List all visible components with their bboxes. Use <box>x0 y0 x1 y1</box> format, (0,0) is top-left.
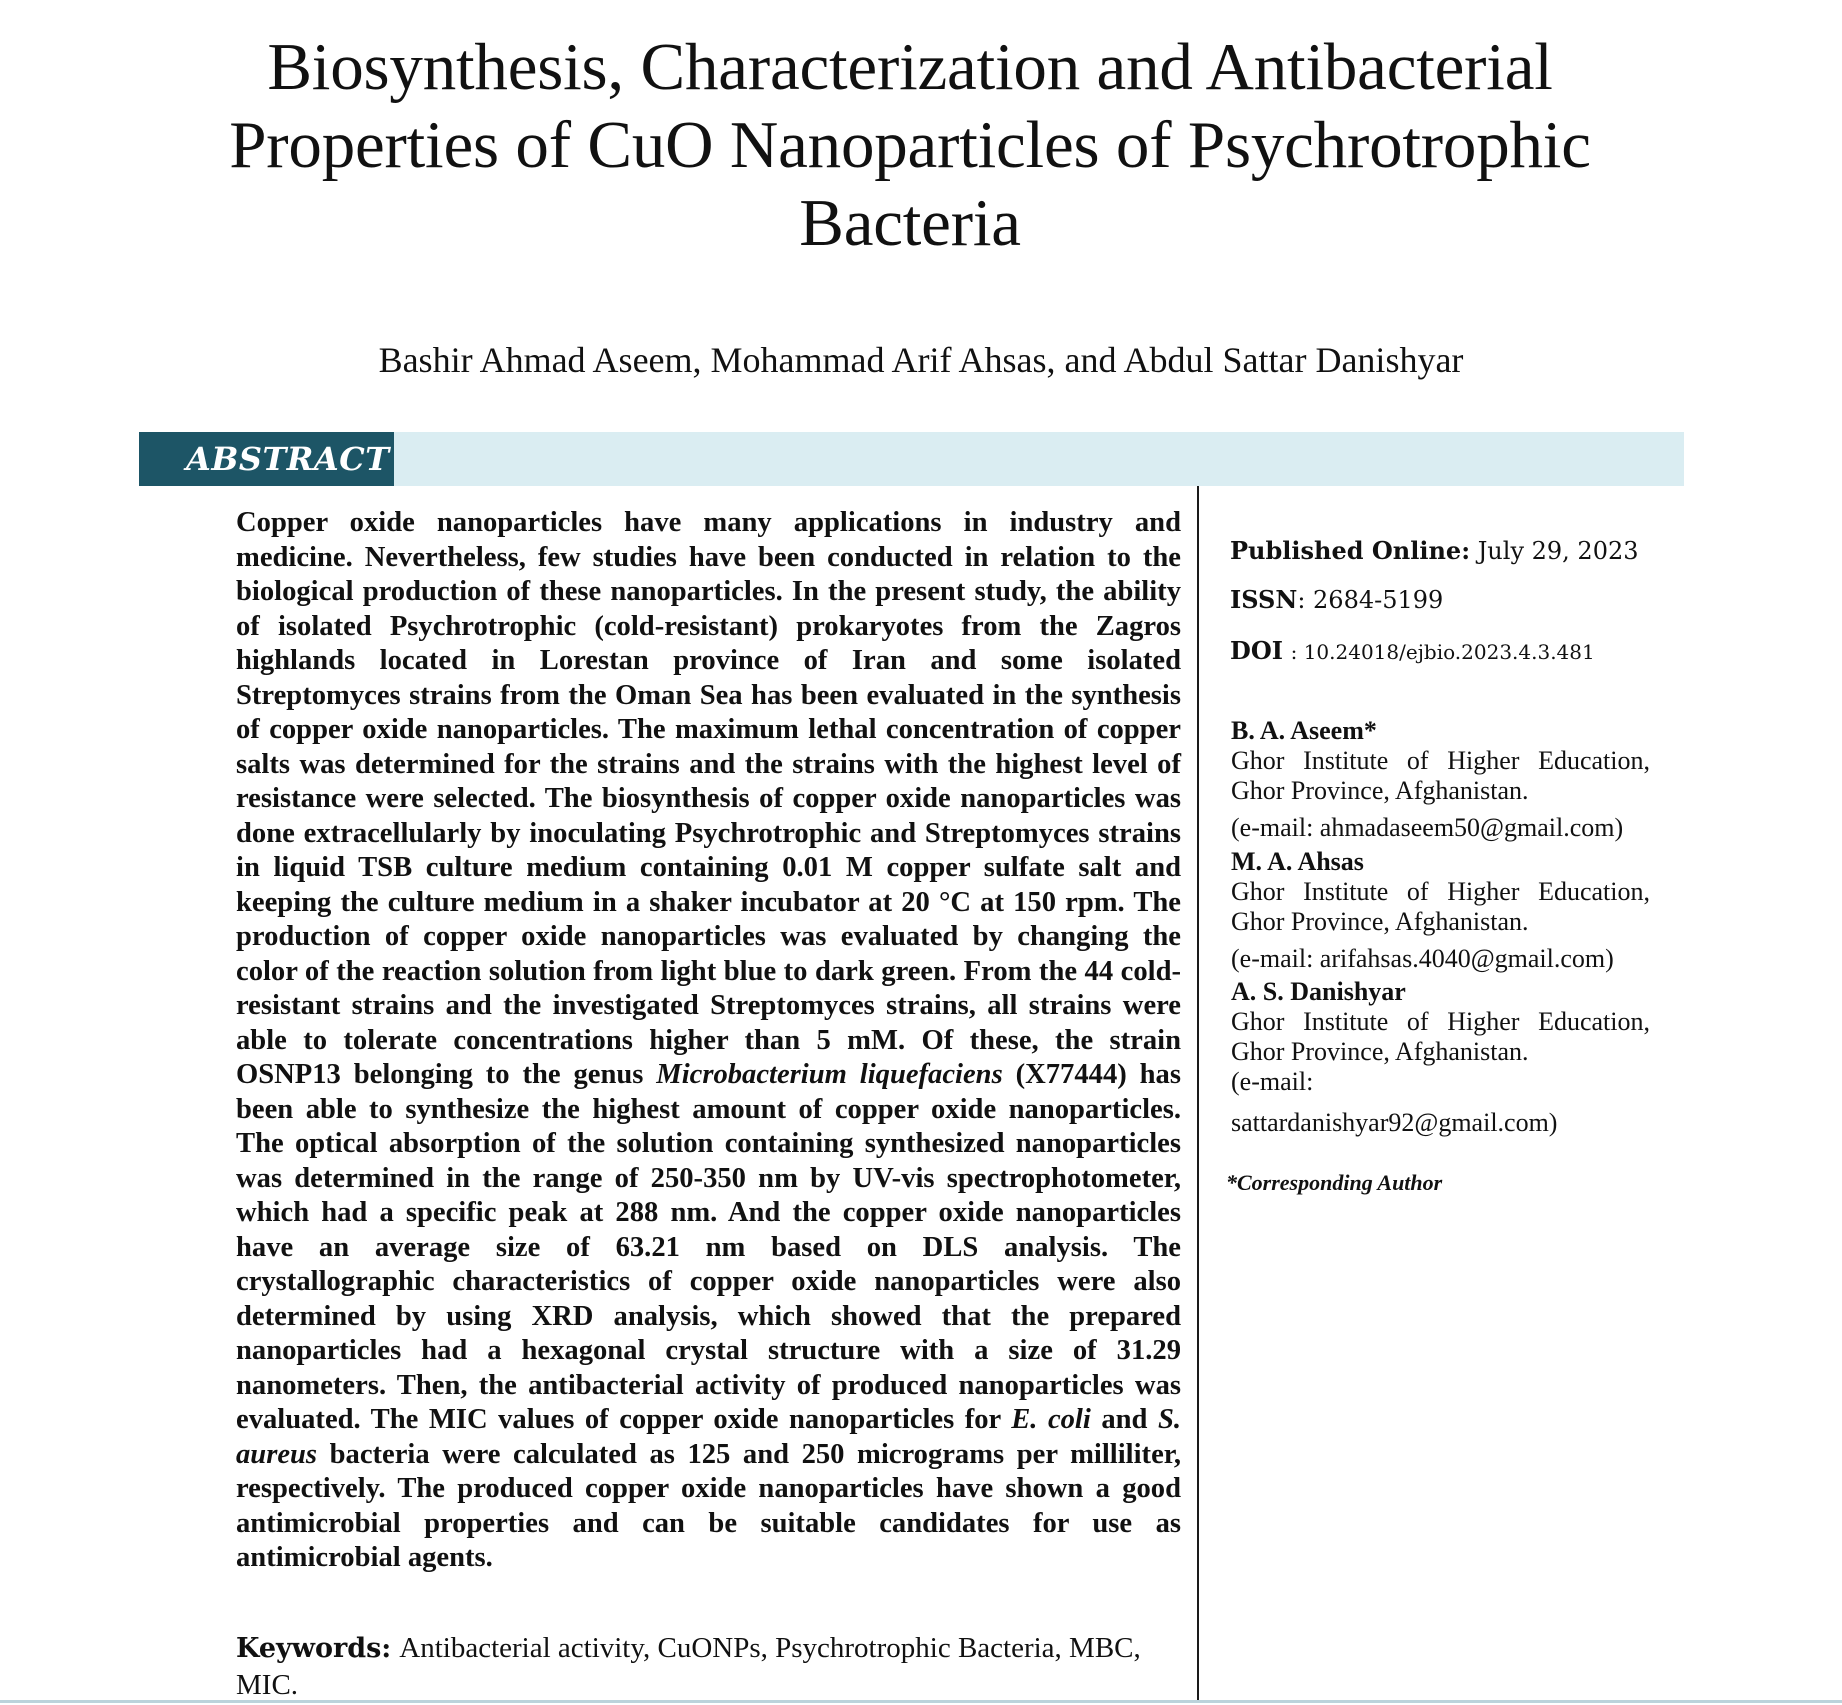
affiliation-institution: Ghor Institute of Higher Education, <box>1231 1007 1650 1036</box>
abstract-body <box>236 506 1181 1576</box>
abstract-text-segment: (X77444) has been able to synthesize the highest amount of copper oxide nanoparticles. The optical absorption of the solution containing synthesized nanoparticles was determined in the range of 250-350 nm by UV-vis spectrophotometer, which had a specific peak at 288 nm. And the copper oxide nanoparticles have an average size of 63.21 nm based on DLS analysis. The crystallographic characteristics of copper oxide nanoparticles were also determined by using XRD analysis, which showed that the prepared nanoparticles had a hexagonal crystal structure with a size of 31.29 nanometers. Then, the antibacterial activity of produced nanoparticles was evaluated. The MIC values of copper oxide nanoparticles for <box>236 1059 1181 1435</box>
issn-label: ISSN <box>1230 585 1298 614</box>
abstract-text-segment: Copper oxide nanoparticles have many applications in industry and medicine. Nevertheless, few studies have been conducted in relation to the biological production of these nanoparticles. In the present study, the ability of isolated Psychrotrophic (cold-resistant) prokaryotes from the Zagros highlands located in Lorestan province of Iran and some isolated Streptomyces strains from the Oman Sea has been evaluated in the synthesis of copper oxide nanoparticles. The maximum lethal concentration of copper salts was determined for the strains and the strains with the highest level of resistance were selected. The biosynthesis of copper oxide nanoparticles was done extracellularly by inoculating Psychrotrophic and Streptomyces strains in liquid TSB culture medium containing 0.01 M copper sulfate salt and keeping the culture medium in a shaker incubator at 20 °C at 150 rpm. The production of copper oxide nanoparticles was evaluated by changing the color of the reaction solution from light blue to dark green. From the 44 cold-resistant strains and the investigated Streptomyces strains, all strains were able to tolerate concentrations higher than 5 mM. Of these, the strain OSNP13 belonging to the genus <box>236 507 1181 1090</box>
doi-label: DOI <box>1230 636 1283 665</box>
keywords-label: Keywords: <box>236 1633 392 1664</box>
affiliation-email-prefix: (e-mail: <box>1231 1067 1314 1096</box>
doi-link[interactable]: : 10.24018/ejbio.2023.4.3.481 <box>1290 640 1595 664</box>
corresponding-author-note: *Corresponding Author <box>1226 1170 1443 1195</box>
affiliation-aseem <box>1231 716 1650 843</box>
published-label: Published Online: <box>1230 536 1471 565</box>
affiliation-email[interactable]: sattardanishyar92@gmail.com) <box>1231 1108 1558 1137</box>
published-date: July 29, 2023 <box>1477 537 1639 565</box>
abstract-text-segment: bacteria were calculated as 125 and 250 micrograms per milliliter, respectively. The produced copper oxide nanoparticles have shown a good antimicrobial properties and can be suitable candidates for use as antimicrobial agents. <box>236 1438 1181 1573</box>
issn-value: : 2684-5199 <box>1297 586 1444 614</box>
author-list: Bashir Ahmad Aseem, Mohammad Arif Ahsas, and Abdul Sattar Danishyar <box>378 340 1464 380</box>
abstract-text-segment: and <box>1090 1404 1158 1435</box>
affiliation-institution: Ghor Institute of Higher Education, <box>1231 877 1650 906</box>
affiliation-email[interactable]: (e-mail: ahmadaseem50@gmail.com) <box>1231 813 1624 842</box>
published-online <box>1230 536 1670 565</box>
affiliation-name: A. S. Danishyar <box>1231 977 1406 1006</box>
paper-title: Biosynthesis, Characterization and Antibacterial Properties of CuO Nanoparticles of Psychrotrophic Bacteria <box>229 30 1591 260</box>
issn <box>1230 585 1670 614</box>
abstract-heading: ABSTRACT <box>139 432 394 486</box>
affiliation-name: B. A. Aseem* <box>1231 716 1377 745</box>
species-name: Microbacterium liquefaciens <box>656 1059 1003 1090</box>
affiliation-email[interactable]: (e-mail: arifahsas.4040@gmail.com) <box>1231 944 1614 973</box>
affiliation-name: M. A. Ahsas <box>1231 847 1364 876</box>
column-divider <box>1197 486 1199 1700</box>
keywords <box>236 1630 1181 1703</box>
doi <box>1230 636 1670 665</box>
affiliation-province: Ghor Province, Afghanistan. <box>1231 907 1529 936</box>
affiliation-ahsas <box>1231 847 1650 974</box>
species-name: S. aureus <box>236 1404 1182 1470</box>
affiliation-province: Ghor Province, Afghanistan. <box>1231 776 1529 805</box>
keywords-value: Antibacterial activity, CuONPs, Psychrotrophic Bacteria, MBC, MIC. <box>236 1632 1141 1701</box>
affiliation-province: Ghor Province, Afghanistan. <box>1231 1037 1529 1066</box>
affiliation-danishyar <box>1231 977 1650 1138</box>
affiliation-institution: Ghor Institute of Higher Education, <box>1231 746 1650 775</box>
species-name: E. coli <box>1011 1404 1091 1435</box>
